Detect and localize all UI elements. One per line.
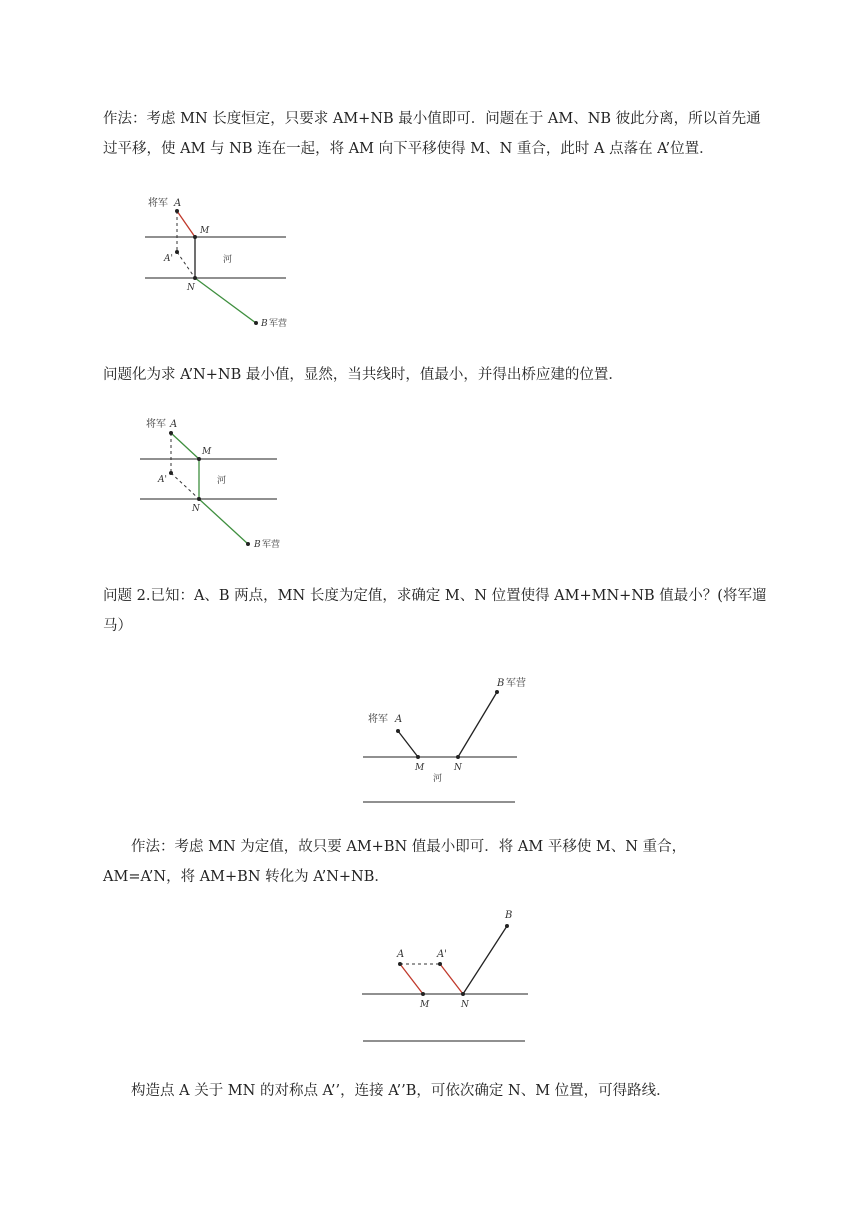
figure-4: [360, 905, 535, 1050]
label-n: N: [192, 504, 200, 514]
label-b: B: [497, 678, 505, 689]
label-river: 河: [433, 774, 443, 784]
label-m: M: [200, 226, 210, 236]
paragraph-method-3: 作法：考虑 MN 为定值，故只要 AM+BN 值最小即可．将 AM 平移使 M、N 重合，AM=A’N，将 AM+BN 转化为 A’N+NB．: [103, 839, 687, 885]
paragraph-method-4: 构造点 A 关于 MN 的对称点 A’’，连接 A’’B，可依次确定 N、M 位置，可得路线．: [131, 1083, 671, 1099]
point-n: [193, 276, 197, 280]
label-n: N: [454, 763, 462, 773]
point-m: [193, 235, 197, 239]
figure-3: [360, 672, 530, 812]
label-a: A: [397, 949, 405, 960]
point-n: [456, 755, 460, 759]
label-a: A: [395, 714, 403, 725]
label-general: 将军: [148, 198, 168, 209]
point-b: [495, 690, 499, 694]
label-m: M: [420, 1000, 430, 1010]
segment-apn-dashed: [171, 473, 199, 499]
segment-nb: [463, 926, 507, 994]
point-a: [398, 962, 402, 966]
point-ap: [438, 962, 442, 966]
label-m: M: [202, 447, 212, 457]
label-camp: 军营: [506, 678, 526, 689]
label-ap: A': [437, 949, 447, 960]
point-ap: [175, 250, 179, 254]
segment-am: [171, 433, 199, 459]
label-b: B: [254, 540, 261, 550]
label-b: B: [505, 910, 513, 921]
segment-am: [177, 211, 195, 237]
point-n: [461, 992, 465, 996]
segment-am: [400, 964, 423, 994]
label-general: 将军: [146, 419, 166, 430]
figure-2: [140, 412, 320, 557]
point-m: [197, 457, 201, 461]
figure-1: [140, 190, 320, 335]
point-a: [175, 209, 179, 213]
point-b: [254, 321, 258, 325]
label-b: B: [261, 319, 268, 329]
point-b: [246, 542, 250, 546]
point-a: [169, 431, 173, 435]
segment-apn-dashed: [177, 252, 195, 278]
paragraph-method-2: 问题化为求 A’N+NB 最小值，显然，当共线时，值最小，并得出桥应建的位置．: [103, 367, 623, 383]
label-river: 河: [223, 255, 233, 265]
segment-nb: [195, 278, 256, 323]
label-ap: A': [164, 254, 173, 264]
label-a: A: [170, 419, 178, 430]
segment-apn: [440, 964, 463, 994]
point-m: [416, 755, 420, 759]
paragraph-method-1: 作法：考虑 MN 长度恒定，只要求 AM+NB 最小值即可．问题在于 AM、NB 彼此分离，所以首先通过平移，使 AM 与 NB 连在一起，将 AM 向下平移使得 M、N 重合，此时 A 点落在 A’位置．: [103, 111, 761, 157]
paragraph-problem-2: 问题 2.已知：A、B 两点，MN 长度为定值，求确定 M、N 位置使得 AM+MN+NB 值最小？(将军遛马）: [103, 588, 767, 634]
label-ap: A': [158, 475, 167, 485]
label-general: 将军: [368, 714, 388, 725]
label-n: N: [187, 283, 195, 293]
label-m: M: [415, 763, 425, 773]
label-camp: 军营: [269, 319, 288, 329]
point-b: [505, 924, 509, 928]
label-n: N: [461, 1000, 469, 1010]
point-ap: [169, 471, 173, 475]
point-a: [396, 729, 400, 733]
label-a: A: [174, 198, 182, 209]
label-camp: 军营: [262, 540, 281, 550]
segment-nb: [458, 692, 497, 757]
point-m: [421, 992, 425, 996]
label-river: 河: [217, 476, 227, 486]
point-n: [197, 497, 201, 501]
segment-nb: [199, 499, 248, 544]
segment-am: [398, 731, 418, 757]
